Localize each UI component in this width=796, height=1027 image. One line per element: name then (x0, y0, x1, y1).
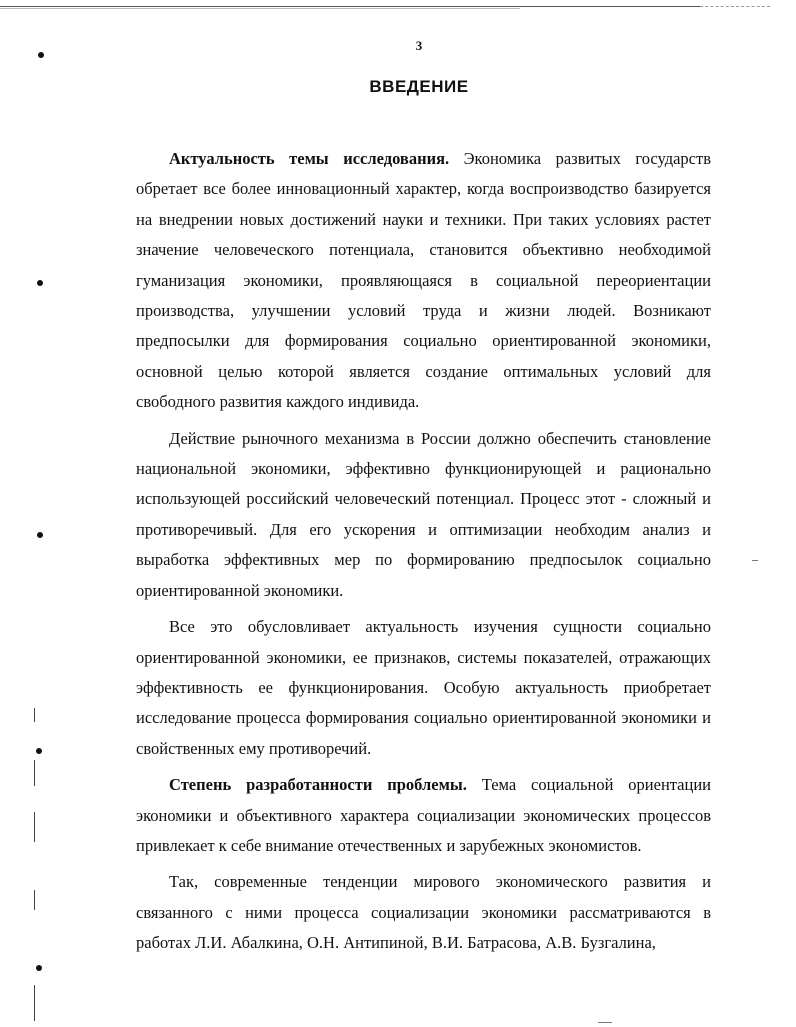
scan-speck (752, 560, 758, 561)
page-number: 3 (415, 38, 423, 53)
paragraph-text: Действие рыночного механизма в России должно обеспечить становление национальной экономики, эффективно функционирующей и рационально использующей российский человеческий потенциал. Процесс этот - сложный и противоречивый. Для его ускорения и оптимизации необходим анализ и выработка эффективных мер по формированию предпосылок социально ориентированной экономики. (136, 428, 711, 600)
scan-dashed-rule (700, 6, 770, 7)
binder-hole-dot (37, 532, 43, 538)
scan-top-rule-faint (0, 8, 520, 9)
body-text (136, 144, 711, 965)
paragraph (136, 424, 711, 606)
paragraph (136, 867, 711, 958)
paragraph-text: Все это обусловливает актуальность изучения сущности социально ориентированной экономики, ее признаков, системы показателей, отражающих эффективность ее функционирования. Особую актуальность приобретает исследование процесса формирования социально ориентированной экономики и свойственных ему противоречий. (136, 617, 711, 758)
paragraph-lead: Степень разработанности проблемы. (169, 775, 467, 795)
paragraph-text: Экономика развитых государств обретает все более инновационный характер, когда воспроизводство базируется на внедрении новых достижений науки и техники. При таких условиях растет значение человеческого потенциала, становится объективно необходимой гуманизация экономики, проявляющаяся в социальной переориентации производства, улучшении условий труда и жизни людей. Возникают предпосылки для формирования социально ориентированной экономики, основной целью которой является создание оптимальных условий для свободного развития каждого индивида. (136, 149, 712, 412)
paragraph-text: Так, современные тенденции мирового экономического развития и связанного с ними процесса социализации экономики рассматриваются в работах Л.И. Абалкина, О.Н. Антипиной, В.И. Батрасова, А.В. Бузгалина, (136, 872, 711, 953)
paragraph (136, 144, 711, 418)
scan-top-rule (0, 6, 700, 7)
scan-edge-mark (34, 890, 35, 910)
scan-edge-mark (34, 812, 35, 842)
scan-speck (598, 1022, 612, 1023)
scan-edge-mark (34, 985, 35, 1021)
paragraph (136, 770, 711, 861)
binder-hole-dot (36, 965, 42, 971)
paragraph (136, 612, 711, 764)
paragraph-lead: Актуальность темы исследования. (169, 149, 450, 168)
binder-hole-dot (36, 748, 42, 754)
page-title: ВВЕДЕНИЕ (369, 77, 469, 96)
binder-hole-dot (37, 280, 43, 286)
scan-edge-mark (34, 760, 35, 786)
paragraph-text: Тема социальной ориентации экономики и объективного характера социализации экономических процессов привлекает к себе внимание отечественных и зарубежных экономистов. (136, 775, 712, 855)
scan-edge-mark (34, 708, 35, 722)
